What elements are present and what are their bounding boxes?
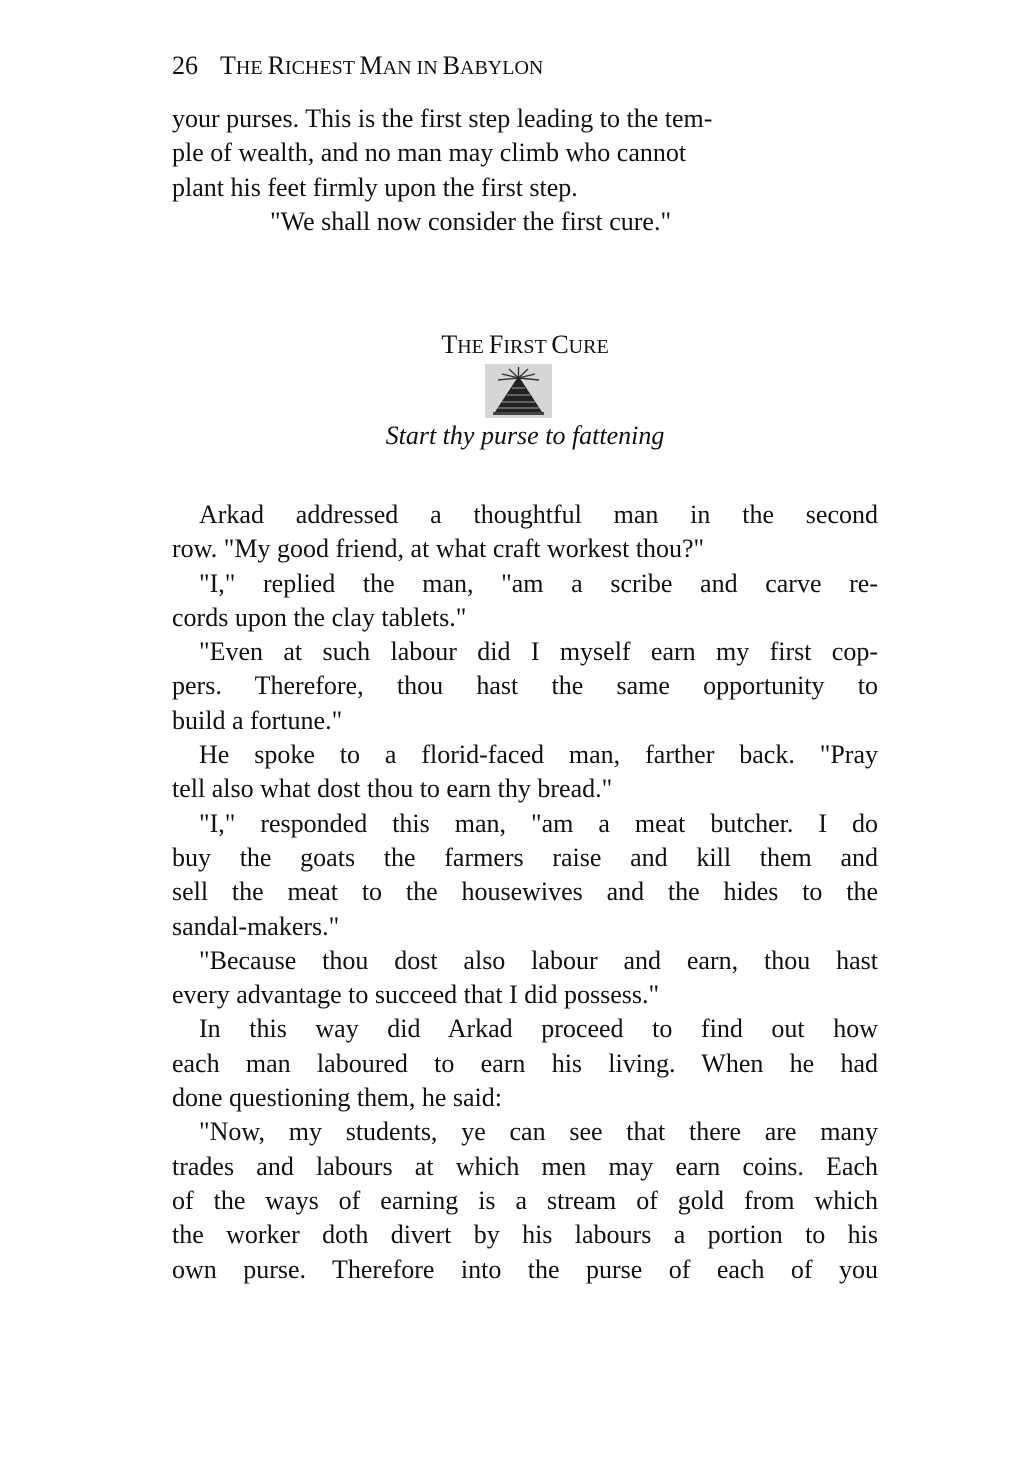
text-line: ple of wealth, and no man may climb who cannot (172, 138, 687, 168)
text-line: In this way did Arkad proceed to find out how (199, 1014, 878, 1044)
section-subtitle: Start thy purse to fattening (385, 421, 665, 450)
text-line: the worker doth divert by his labours a portion to his (172, 1220, 878, 1250)
running-head (172, 49, 543, 85)
title-letters: HE (457, 336, 489, 358)
title-letters: C (551, 330, 569, 359)
text-line: Arkad addressed a thoughtful man in the second (199, 500, 878, 529)
text-line: your purses. This is the first step leading to the tem- (172, 104, 713, 133)
text-line: "Even at such labour did I myself earn my first cop- (199, 637, 878, 667)
title-letters: AN IN (382, 57, 443, 79)
title-letters: R (267, 51, 285, 80)
title-letters: ICHEST (284, 57, 360, 79)
text-line: sandal-makers." (172, 911, 340, 941)
text-line: buy the goats the farmers raise and kill them and (172, 842, 878, 872)
text-line: "I," responded this man, "am a meat butcher. I do (199, 808, 878, 838)
body-text (172, 498, 878, 1287)
text-line: cords upon the clay tablets." (172, 602, 467, 632)
text-line: sell the meat to the housewives and the hides to the (172, 877, 878, 907)
text-line: He spoke to a florid-faced man, farther back. "Pray (199, 740, 878, 770)
title-letters: IRST (503, 336, 552, 358)
text-line: "We shall now consider the first cure." (270, 206, 672, 236)
text-line: "Because thou dost also labour and earn, thou hast (199, 945, 878, 975)
text-line: row. "My good friend, at what craft workest thou?" (172, 534, 705, 564)
text-line: trades and labours at which men may earn coins. Each (172, 1151, 878, 1181)
text-line: build a fortune." (172, 705, 343, 735)
title-letters: HE (235, 57, 268, 79)
title-letters: T (220, 51, 236, 80)
title-letters: ABYLON (460, 57, 544, 79)
intro-paragraph (172, 102, 878, 239)
title-letters: URE (568, 336, 609, 358)
text-line: pers. Therefore, thou hast the same opportunity to (172, 671, 878, 701)
pyramid-emblem-icon (485, 364, 552, 418)
text-line: every advantage to succeed that I did possess." (172, 980, 660, 1010)
text-line: done questioning them, he said: (172, 1083, 503, 1113)
text-line: each man laboured to earn his living. When he had (172, 1048, 878, 1078)
text-line: of the ways of earning is a stream of gold from which (172, 1185, 878, 1215)
title-letters: B (442, 51, 461, 80)
text-line: "I," replied the man, "am a scribe and carve re- (199, 568, 878, 598)
text-line: own purse. Therefore into the purse of each of you (172, 1254, 878, 1284)
page-number: 26 (172, 51, 198, 80)
title-letters: F (488, 330, 504, 359)
title-letters: T (441, 330, 458, 359)
title-letters: M (359, 51, 383, 80)
book-title (220, 51, 543, 80)
text-line: plant his feet firmly upon the first step. (172, 172, 578, 202)
section-heading (172, 328, 878, 364)
text-line: "Now, my students, ye can see that there are many (199, 1117, 878, 1147)
text-line: tell also what dost thou to earn thy bread." (172, 774, 613, 804)
